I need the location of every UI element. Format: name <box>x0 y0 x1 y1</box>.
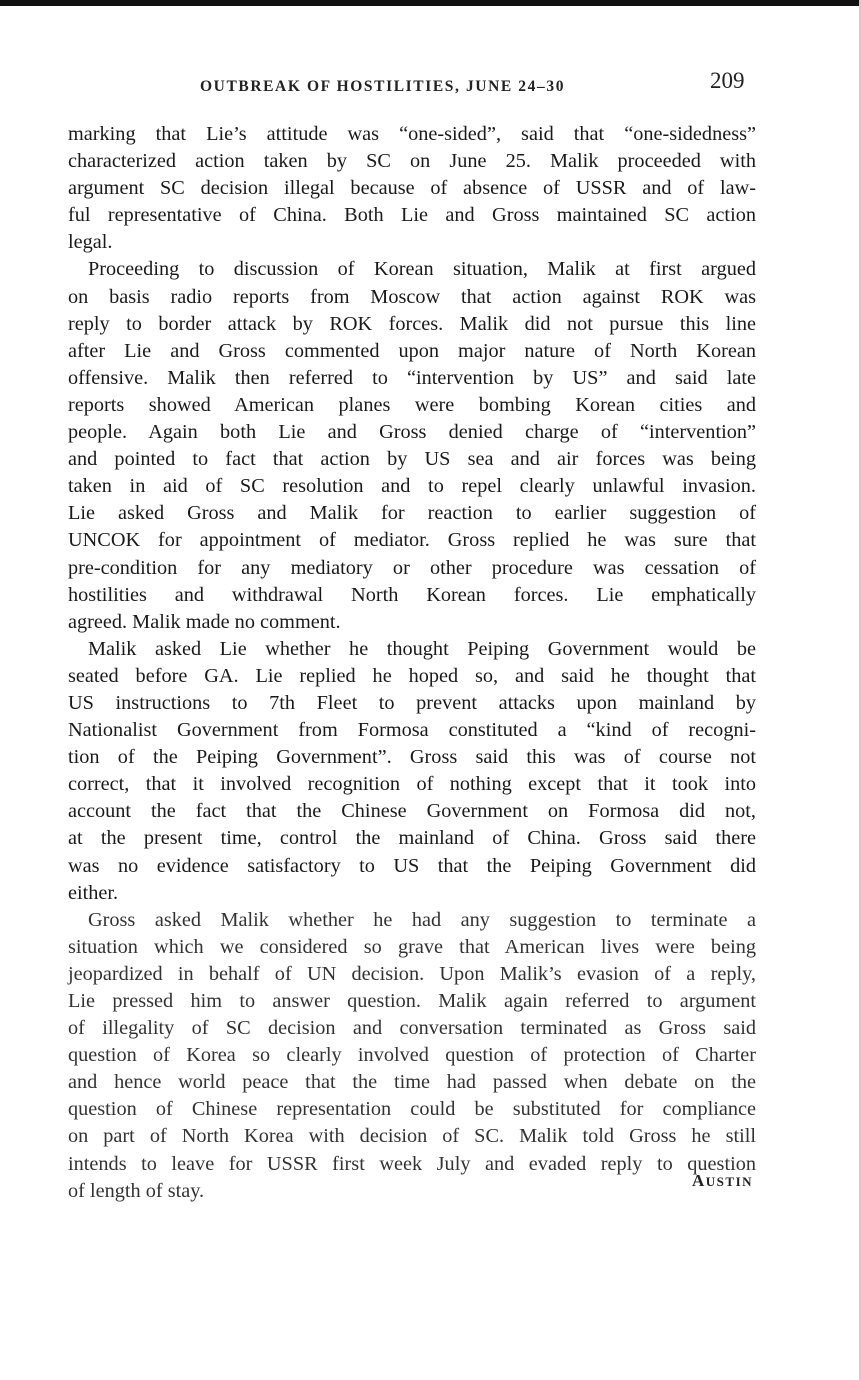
text-line: Malik asked Lie whether he thought Peiping Government would be <box>88 637 756 660</box>
paragraph <box>68 636 756 907</box>
text-line: was no evidence satisfactory to US that the Peiping Government did <box>68 854 756 877</box>
text-line: offensive. Malik then referred to “intervention by US” and said late <box>68 366 756 389</box>
text-line: tion of the Peiping Government”. Gross said this was of course not <box>68 746 756 769</box>
text-line: intends to leave for USSR first week July and evaded reply to question <box>68 1152 756 1175</box>
text-line: ful representative of China. Both Lie and Gross maintained SC action <box>68 204 756 227</box>
text-line: question of Korea so clearly involved question of protection of Charter <box>68 1044 756 1067</box>
text-line: taken in aid of SC resolution and to repel clearly unlawful invasion. <box>68 475 756 498</box>
signature <box>692 1171 753 1191</box>
text-line: of length of stay. <box>68 1179 205 1202</box>
text-line: reply to border attack by ROK forces. Malik did not pursue this line <box>68 312 756 335</box>
page-number: 209 <box>710 68 745 93</box>
text-line: question of Chinese representation could be substituted for compliance <box>68 1098 756 1121</box>
text-line: people. Again both Lie and Gross denied charge of “intervention” <box>68 421 756 444</box>
text-line: and pointed to fact that action by US sea and air forces was being <box>68 448 756 471</box>
text-line: Lie pressed him to answer question. Malik again referred to argument <box>68 990 756 1012</box>
text-line: hostilities and withdrawal North Korean forces. Lie emphatically <box>68 583 756 606</box>
paragraph <box>68 907 756 1205</box>
text-line: pre-condition for any mediatory or other procedure was cessation of <box>68 556 756 579</box>
text-line: jeopardized in behalf of UN decision. Upon Malik’s evasion of a reply, <box>68 962 756 985</box>
signature-rest: USTIN <box>705 1174 754 1189</box>
text-line: characterized action taken by SC on June 25. Malik proceeded with <box>68 150 756 173</box>
paragraph <box>68 121 756 256</box>
text-line: on basis radio reports from Moscow that action against ROK was <box>68 285 756 308</box>
text-line: seated before GA. Lie replied he hoped so, and said he thought that <box>68 664 756 687</box>
text-line: US instructions to 7th Fleet to prevent attacks upon mainland by <box>68 691 756 714</box>
text-line: account the fact that the Chinese Government on Formosa did not, <box>68 800 756 823</box>
text-line: at the present time, control the mainland of China. Gross said there <box>68 827 756 850</box>
top-border-rule <box>0 0 861 6</box>
text-line: Proceeding to discussion of Korean situation, Malik at first argued <box>88 258 756 281</box>
text-line: either. <box>68 881 119 904</box>
text-line: on part of North Korea with decision of SC. Malik told Gross he still <box>68 1125 756 1148</box>
paragraph <box>68 256 756 635</box>
signature-initial: A <box>692 1171 706 1190</box>
text-line: Gross asked Malik whether he had any suggestion to terminate a <box>88 908 756 931</box>
text-line: correct, that it involved recognition of nothing except that it took into <box>68 773 756 796</box>
text-line: agreed. Malik made no comment. <box>68 610 341 633</box>
text-line: reports showed American planes were bombing Korean cities and <box>68 393 756 416</box>
text-line: legal. <box>68 231 113 254</box>
body-text <box>68 121 756 1205</box>
text-line: marking that Lie’s attitude was “one-sided”, said that “one-sidedness” <box>68 123 756 145</box>
text-line: UNCOK for appointment of mediator. Gross replied he was sure that <box>68 529 756 552</box>
text-line: situation which we considered so grave that American lives were being <box>68 935 756 958</box>
text-line: argument SC decision illegal because of absence of USSR and of law- <box>68 177 756 200</box>
text-line: and hence world peace that the time had passed when debate on the <box>68 1071 756 1094</box>
text-line: Nationalist Government from Formosa constituted a “kind of recogni- <box>68 719 756 742</box>
text-line: after Lie and Gross commented upon major nature of North Korean <box>68 339 756 362</box>
text-line: Lie asked Gross and Malik for reaction to earlier suggestion of <box>68 502 756 525</box>
text-line: of illegality of SC decision and conversation terminated as Gross said <box>68 1017 756 1040</box>
running-head: OUTBREAK OF HOSTILITIES, JUNE 24–30 <box>200 78 566 95</box>
